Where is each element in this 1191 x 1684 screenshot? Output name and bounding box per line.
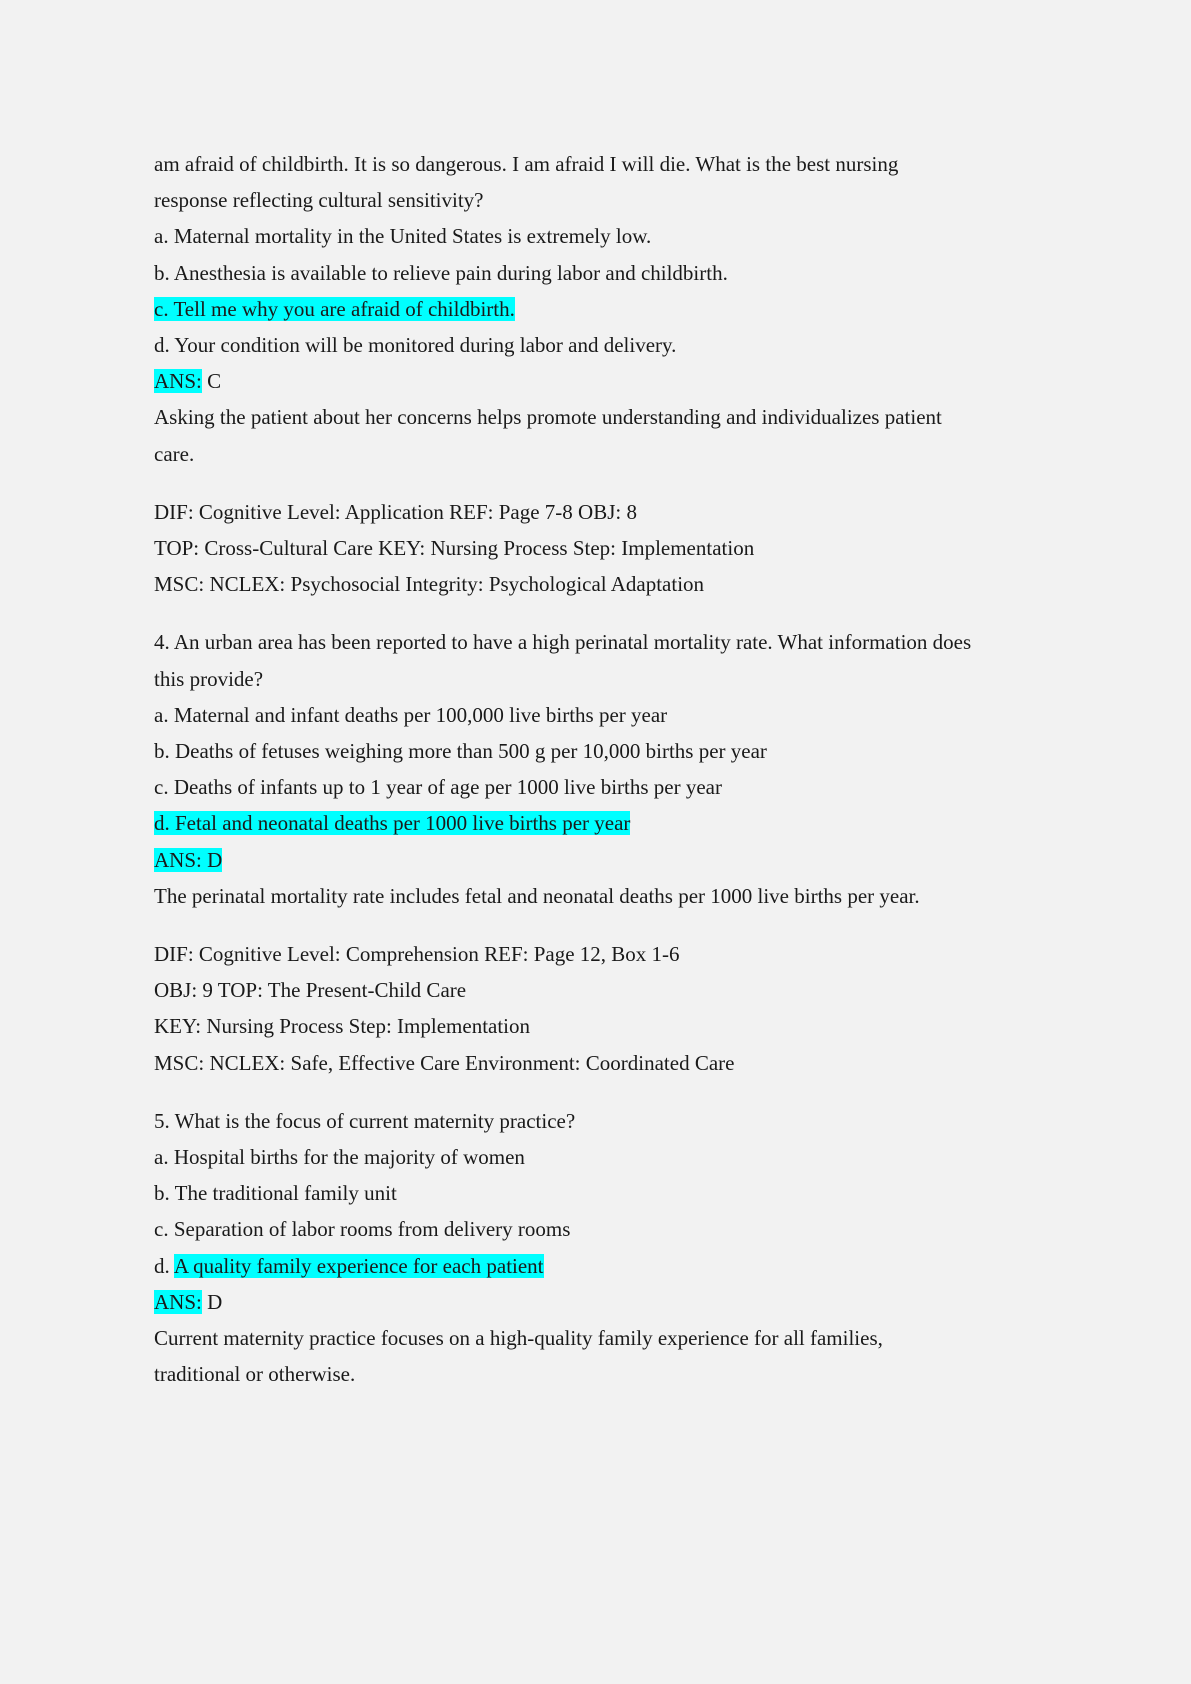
highlighted-correct-option: A quality family experience for each patient xyxy=(173,1253,544,1278)
metadata-line: DIF: Cognitive Level: Comprehension REF: Page 12, Box 1-6 xyxy=(154,942,680,967)
question-stem-line: am afraid of childbirth. It is so dangerous. I am afraid I will die. What is the best nursing xyxy=(154,152,899,176)
question-stem-line: response reflecting cultural sensitivity? xyxy=(154,188,484,213)
answer-key xyxy=(154,842,1094,878)
answer-value: D xyxy=(201,1289,223,1314)
answer-label-highlight: ANS: xyxy=(154,1289,202,1314)
answer-option-a: a. Maternal mortality in the United States is extremely low. xyxy=(154,224,652,249)
answer-key xyxy=(154,363,1094,399)
answer-label-highlight: ANS: D xyxy=(154,847,223,872)
rationale-line: Current maternity practice focuses on a high-quality family experience for all families, xyxy=(154,1326,883,1351)
question-stem-line: this provide? xyxy=(154,666,264,691)
answer-key xyxy=(154,1284,1094,1320)
highlighted-correct-option: d. Fetal and neonatal deaths per 1000 live births per year xyxy=(154,811,631,836)
answer-option-a: a. Maternal and infant deaths per 100,000 live births per year xyxy=(154,702,668,727)
answer-option-a: a. Hospital births for the majority of women xyxy=(154,1145,525,1170)
question-stem-line: 4. An urban area has been reported to have a high perinatal mortality rate. What information does xyxy=(154,630,972,655)
metadata-line: KEY: Nursing Process Step: Implementation xyxy=(154,1014,531,1039)
metadata-line: DIF: Cognitive Level: Application REF: Page 7-8 OBJ: 8 xyxy=(154,499,637,524)
rationale-line: care. xyxy=(154,441,195,466)
answer-option-d: d. Your condition will be monitored during labor and delivery. xyxy=(154,333,677,358)
answer-option-c: c. Separation of labor rooms from delivery rooms xyxy=(154,1217,571,1242)
rationale-line: traditional or otherwise. xyxy=(154,1362,356,1387)
question-3 xyxy=(154,146,1094,602)
answer-option-c: c. Deaths of infants up to 1 year of age per 1000 live births per year xyxy=(154,775,722,800)
rationale-line: The perinatal mortality rate includes fetal and neonatal deaths per 1000 live births per year. xyxy=(154,883,920,908)
question-4 xyxy=(154,624,1094,1080)
question-5 xyxy=(154,1103,1094,1393)
answer-option-b: b. The traditional family unit xyxy=(154,1181,397,1206)
metadata-line: MSC: NCLEX: Safe, Effective Care Environment: Coordinated Care xyxy=(154,1050,735,1075)
answer-option-b: b. Anesthesia is available to relieve pain during labor and childbirth. xyxy=(154,260,728,285)
document-page xyxy=(154,146,1094,1393)
answer-option-b: b. Deaths of fetuses weighing more than 500 g per 10,000 births per year xyxy=(154,739,767,764)
metadata-line: OBJ: 9 TOP: The Present-Child Care xyxy=(154,978,467,1003)
metadata-line: TOP: Cross-Cultural Care KEY: Nursing Process Step: Implementation xyxy=(154,536,755,561)
question-stem-line: 5. What is the focus of current maternity practice? xyxy=(154,1108,576,1133)
answer-option-c xyxy=(154,291,1094,327)
option-letter: d. xyxy=(154,1253,174,1278)
metadata-line: MSC: NCLEX: Psychosocial Integrity: Psychological Adaptation xyxy=(154,572,705,597)
highlighted-correct-option: c. Tell me why you are afraid of childbirth. xyxy=(154,296,515,321)
rationale-line: Asking the patient about her concerns helps promote understanding and individualizes patient xyxy=(154,405,942,430)
answer-value: C xyxy=(201,369,222,394)
answer-option-d xyxy=(154,805,1094,841)
answer-label-highlight: ANS: xyxy=(154,369,202,394)
answer-option-d xyxy=(154,1248,1094,1284)
